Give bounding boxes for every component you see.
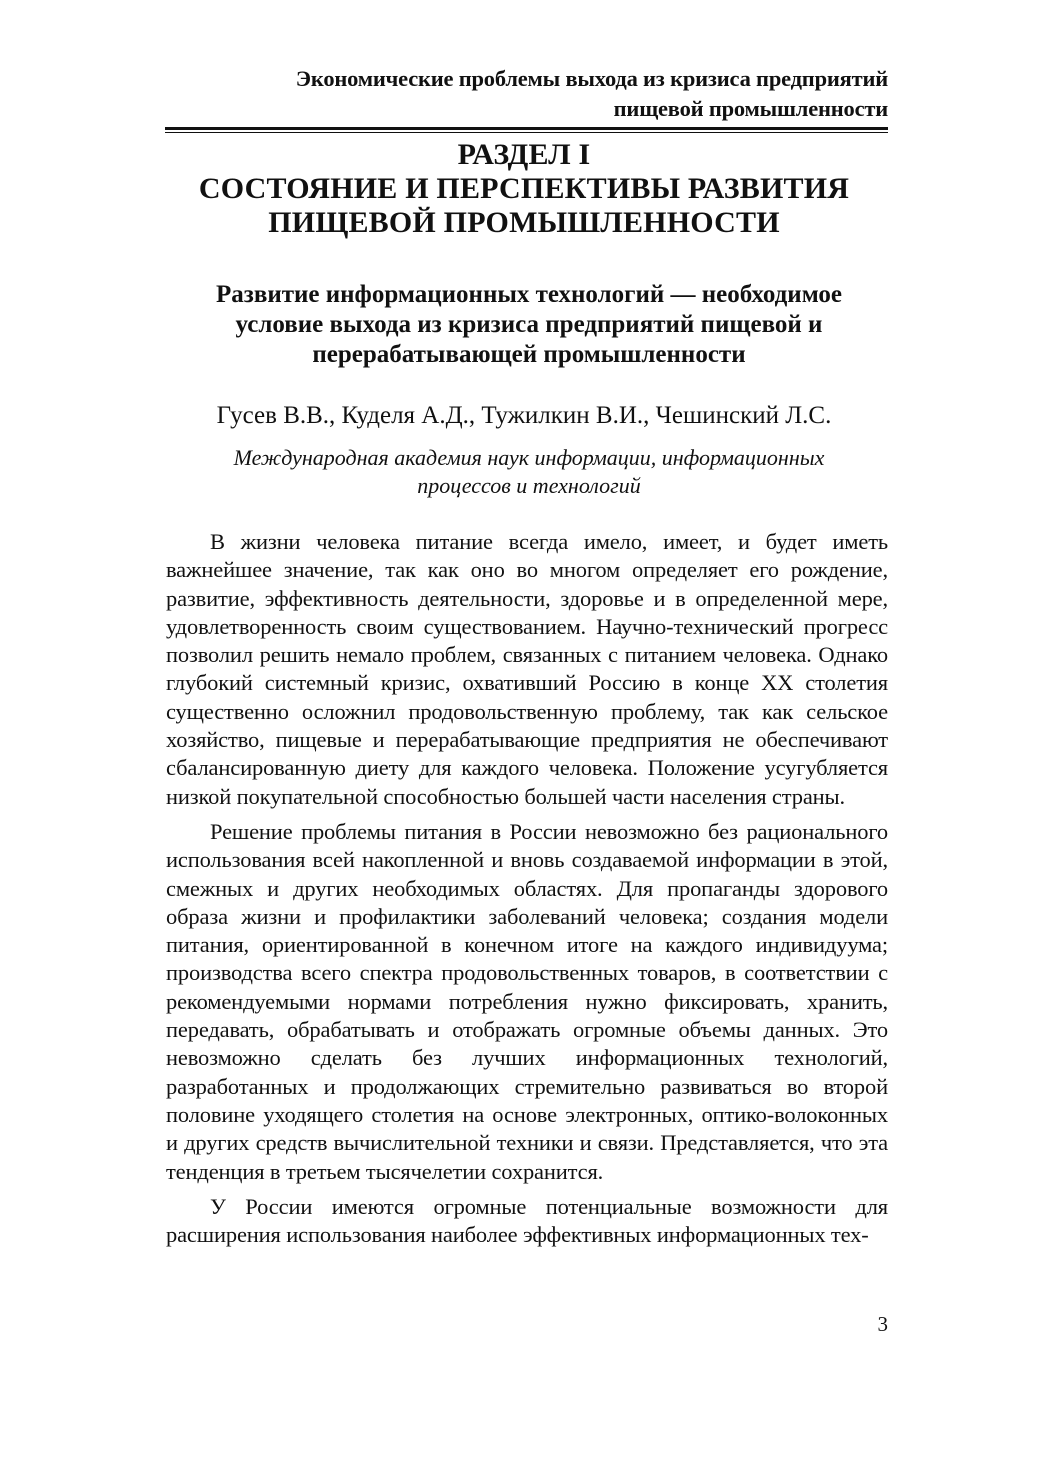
- page-number: 3: [877, 1312, 888, 1336]
- section-title: [160, 138, 888, 240]
- body-paragraph-3: У России имеются огромные потенциальные возможности для расширения использования наиболее эффективных информационных тех-: [166, 1193, 888, 1248]
- section-number: РАЗДЕЛ I: [457, 138, 591, 171]
- section-title-line-1: СОСТОЯНИЕ И ПЕРСПЕКТИВЫ РАЗВИТИЯ: [198, 172, 850, 205]
- article-title: [170, 280, 888, 370]
- affiliation-line-1: Международная академия наук информации, информационных: [233, 445, 825, 470]
- article-body: [166, 528, 888, 1256]
- article-affiliation: [170, 444, 888, 500]
- section-title-line-2: ПИЩЕВОЙ ПРОМЫШЛЕННОСТИ: [268, 206, 780, 239]
- header-rule-thin: [165, 132, 888, 133]
- body-paragraph-1: В жизни человека питание всегда имело, имеет, и будет иметь важнейшее значение, так как оно во многом определяет его рождение, развитие, эффективность деятельности, здоровье и в определенной мере, удовлетворенность своим существованием. Научно-технический прогресс позволил решить немало проблем, связанных с питанием человека. Однако глубокий системный кризис, охвативший Россию в конце XX столетия существенно осложнил продовольственную проблему, так как сельское хозяйство, пищевые и перерабатывающие предприятия не обеспечивают сбалансированную диету для каждого человека. Положение усугубляется низкой покупательной способностью большей части населения страны.: [166, 529, 888, 809]
- article-title-line-2: условие выхода из кризиса предприятий пищевой и: [235, 311, 823, 338]
- running-header-line-1: Экономические проблемы выхода из кризиса предприятий: [295, 66, 888, 91]
- affiliation-line-2: процессов и технологий: [417, 473, 641, 498]
- running-header: [160, 64, 888, 124]
- running-header-line-2: пищевой промышленности: [613, 96, 888, 121]
- body-paragraph-2: Решение проблемы питания в России невозможно без рационального использования всей накопленной и вновь создаваемой информации в этой, смежных и других необходимых областях. Для пропаганды здорового образа жизни и профилактики заболеваний человека; создания модели питания, ориентированной в конечном итоге на каждого индивидуума; производства всего спектра продовольственных товаров, в соответствии с рекомендуемыми нормами потребления нужно фиксировать, хранить, передавать, обрабатывать и отображать огромные объемы данных. Это невозможно сделать без лучших информационных технологий, разработанных и продолжающих стремительно развиваться во второй половине уходящего столетия на основе электронных, оптико-волоконных и других средств вычислительной техники и связи. Представляется, что эта тенденция в третьем тысячелетии сохранится.: [166, 818, 888, 1184]
- header-rule-thick: [165, 127, 888, 130]
- article-title-line-3: перерабатывающей промышленности: [312, 341, 746, 368]
- article-authors: Гусев В.В., Куделя А.Д., Тужилкин В.И., Чешинский Л.С.: [216, 402, 832, 429]
- article-title-line-1: Развитие информационных технологий — необходимое: [216, 281, 842, 308]
